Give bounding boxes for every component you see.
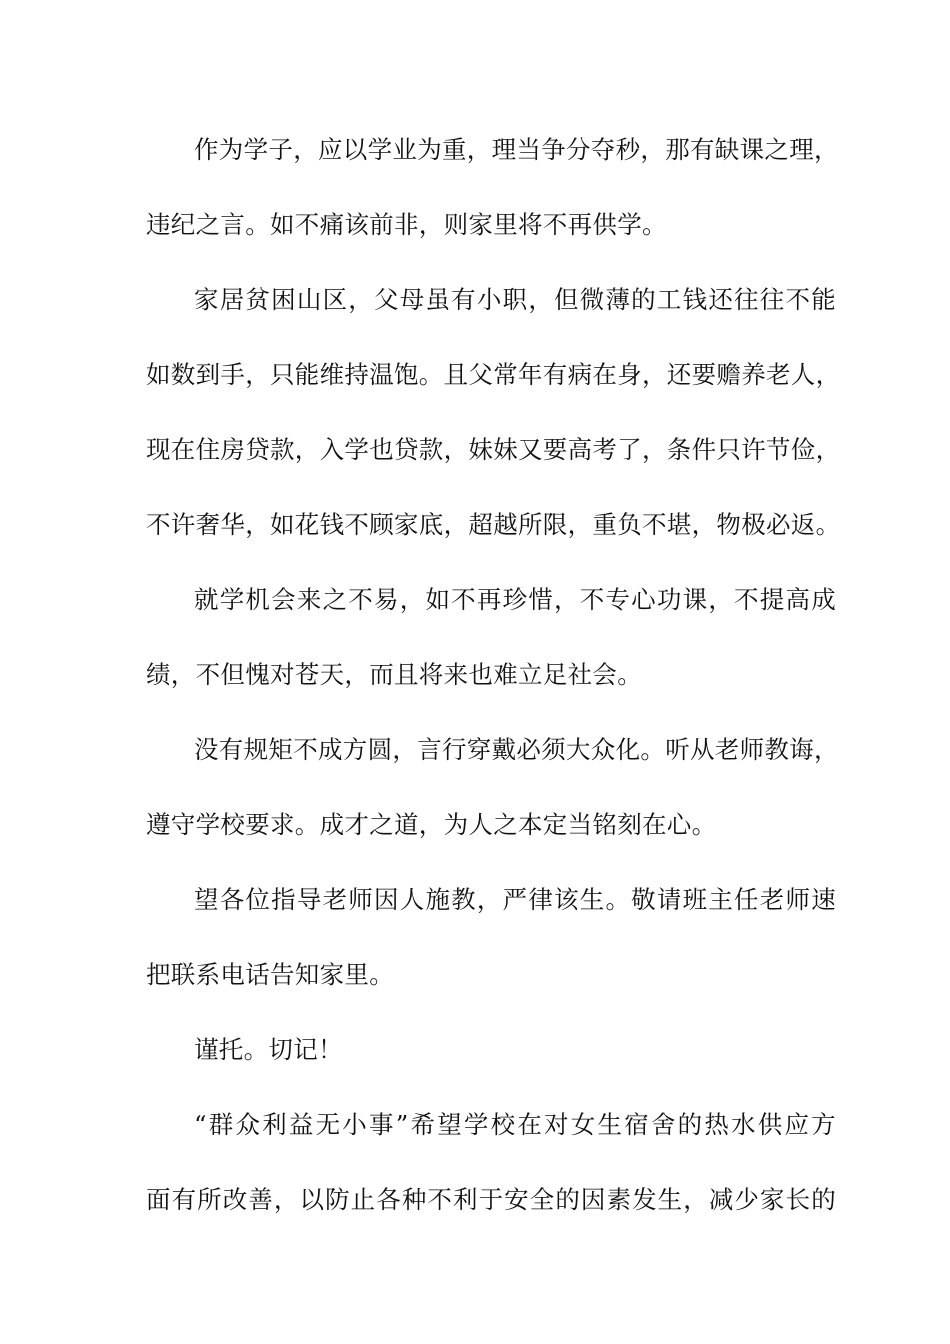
text-line: 面有所改善，以防止各种不利于安全的因素发生，减少家长的 <box>146 1185 836 1214</box>
text-line: 把联系电话告知家里。 <box>146 960 394 989</box>
text-line: 作为学子，应以学业为重，理当争分夺秒，那有缺课之理， <box>194 135 839 164</box>
text-line: 望各位指导老师因人施教，严律该生。敬请班主任老师速 <box>194 885 836 914</box>
text-line: 谨托。切记！ <box>194 1035 343 1064</box>
text-line: 遵守学校要求。成才之道，为人之本定当铭刻在心。 <box>146 810 717 839</box>
text-line: 绩，不但愧对苍天，而且将来也难立足社会。 <box>146 660 642 689</box>
text-line: “群众利益无小事”希望学校在对女生宿舍的热水供应方 <box>194 1110 836 1139</box>
text-line: 家居贫困山区，父母虽有小职，但微薄的工钱还往往不能 <box>194 285 836 314</box>
text-line: 现在住房贷款，入学也贷款，妹妹又要高考了，条件只许节俭， <box>146 435 841 464</box>
text-line: 没有规矩不成方圆，言行穿戴必须大众化。听从老师教诲， <box>194 735 839 764</box>
text-line: 不许奢华，如花钱不顾家底，超越所限，重负不堪，物极必返。 <box>146 510 841 539</box>
text-line: 如数到手，只能维持温饱。且父常年有病在身，还要赡养老人， <box>146 360 841 389</box>
text-line: 违纪之言。如不痛该前非，则家里将不再供学。 <box>146 210 667 239</box>
text-line: 就学机会来之不易，如不再珍惜，不专心功课，不提高成 <box>194 585 836 614</box>
